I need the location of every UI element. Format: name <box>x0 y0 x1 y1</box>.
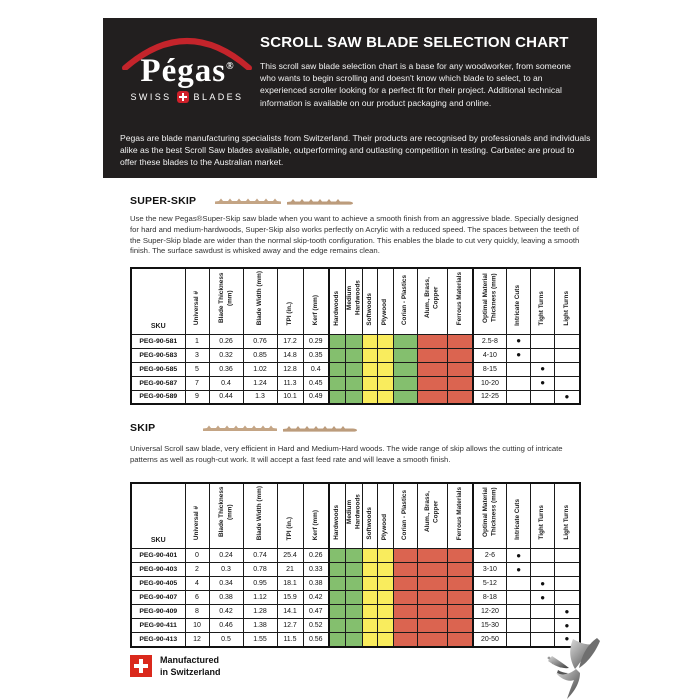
light-turns-mark <box>555 591 580 605</box>
sku-cell: PEG-90-403 <box>131 563 185 577</box>
material-cell-softwoods <box>363 362 378 376</box>
skip-blade-image <box>203 423 359 433</box>
column-header-plywood: Plywood <box>378 483 394 549</box>
material-cell-medium-hardwoods <box>345 619 363 633</box>
material-cell-medium-hardwoods <box>345 605 363 619</box>
column-header-sku: SKU <box>131 483 185 549</box>
material-cell-corian-plastics <box>394 362 418 376</box>
material-cell-plywood <box>378 334 394 348</box>
light-turns-mark <box>555 376 580 390</box>
spec-cell-universal: 5 <box>185 362 209 376</box>
column-header-alum-brass-copper: Alum., Brass, Copper <box>418 268 448 334</box>
material-cell-hardwoods <box>329 348 345 362</box>
pegasus-graphic <box>540 636 602 700</box>
spec-cell-blade-width-mm: 1.24 <box>243 376 277 390</box>
column-header-intricate-cuts: Intricate Cuts <box>507 268 531 334</box>
spec-cell-blade-thickness-mm: 0.34 <box>209 577 243 591</box>
material-cell-plywood <box>378 619 394 633</box>
sku-cell: PEG-90-581 <box>131 334 185 348</box>
light-turns-mark: ● <box>555 390 580 404</box>
material-cell-medium-hardwoods <box>345 591 363 605</box>
material-cell-alum-brass-copper <box>418 591 448 605</box>
material-cell-hardwoods <box>329 633 345 647</box>
table-row <box>131 390 580 404</box>
spec-cell-blade-width-mm: 0.85 <box>243 348 277 362</box>
column-header-light-turns: Light Turns <box>555 268 580 334</box>
sku-cell: PEG-90-401 <box>131 549 185 563</box>
tight-turns-mark: ● <box>531 362 555 376</box>
spec-cell-blade-width-mm: 1.38 <box>243 619 277 633</box>
sku-cell: PEG-90-409 <box>131 605 185 619</box>
material-cell-alum-brass-copper <box>418 563 448 577</box>
column-header-sku: SKU <box>131 268 185 334</box>
sku-cell: PEG-90-585 <box>131 362 185 376</box>
table-row <box>131 549 580 563</box>
material-cell-ferrous-materials <box>448 633 473 647</box>
material-cell-ferrous-materials <box>448 605 473 619</box>
material-cell-ferrous-materials <box>448 619 473 633</box>
spec-cell-blade-width-mm: 0.78 <box>243 563 277 577</box>
column-header-corian-plastics: Corian - Plastics <box>394 483 418 549</box>
material-cell-alum-brass-copper <box>418 334 448 348</box>
spec-cell-kerf-mm: 0.56 <box>303 633 329 647</box>
pegas-logo <box>117 26 257 103</box>
material-cell-medium-hardwoods <box>345 633 363 647</box>
brand-text: Pégas <box>140 53 227 89</box>
material-cell-alum-brass-copper <box>418 619 448 633</box>
table-row <box>131 334 580 348</box>
material-cell-softwoods <box>363 605 378 619</box>
section-description-super-skip: Use the new Pegas®Super-Skip saw blade when you want to achieve a smooth finish from an aggressive blade. Specially designed for hard and medium-hardwoods, Super-Skip also works perfectly on Acrylic with a reduced speed. The spaces between the teeth of the Super-Skip blade are wider than the normal skip-tooth configuration. This enables the blade to cut very quickly, leaving a smooth finish. The surface sawdust is whisked away and the edge remains clean. <box>130 214 580 256</box>
column-header-corian-plastics: Corian - Plastics <box>394 268 418 334</box>
light-turns-mark <box>555 563 580 577</box>
material-cell-ferrous-materials <box>448 577 473 591</box>
material-cell-medium-hardwoods <box>345 362 363 376</box>
spec-cell-blade-width-mm: 0.76 <box>243 334 277 348</box>
material-cell-hardwoods <box>329 591 345 605</box>
material-cell-medium-hardwoods <box>345 376 363 390</box>
intricate-cuts-mark <box>507 362 531 376</box>
table-row <box>131 605 580 619</box>
swiss-blades-tagline <box>117 91 257 103</box>
intricate-cuts-mark: ● <box>507 334 531 348</box>
material-cell-corian-plastics <box>394 549 418 563</box>
light-turns-mark <box>555 577 580 591</box>
sku-cell: PEG-90-589 <box>131 390 185 404</box>
material-cell-corian-plastics <box>394 633 418 647</box>
spec-cell-blade-width-mm: 1.3 <box>243 390 277 404</box>
material-cell-alum-brass-copper <box>418 362 448 376</box>
material-cell-softwoods <box>363 633 378 647</box>
optimal-thickness-cell: 20-50 <box>473 633 507 647</box>
material-cell-hardwoods <box>329 334 345 348</box>
spec-cell-tpi-in: 15.9 <box>277 591 303 605</box>
column-header-softwoods: Softwoods <box>363 268 378 334</box>
material-cell-corian-plastics <box>394 376 418 390</box>
intricate-cuts-mark: ● <box>507 549 531 563</box>
manufactured-line1: Manufactured <box>160 655 220 665</box>
tight-turns-mark: ● <box>531 591 555 605</box>
material-cell-ferrous-materials <box>448 348 473 362</box>
column-header-universal: Universal # <box>185 268 209 334</box>
column-header-optimal-material-thickness-mm: Optimal Material Thickness (mm) <box>473 483 507 549</box>
spec-cell-blade-thickness-mm: 0.32 <box>209 348 243 362</box>
column-header-plywood: Plywood <box>378 268 394 334</box>
material-cell-alum-brass-copper <box>418 549 448 563</box>
spec-cell-kerf-mm: 0.45 <box>303 376 329 390</box>
optimal-thickness-cell: 10-20 <box>473 376 507 390</box>
material-cell-softwoods <box>363 334 378 348</box>
table-row <box>131 591 580 605</box>
material-cell-hardwoods <box>329 549 345 563</box>
spec-cell-tpi-in: 21 <box>277 563 303 577</box>
spec-cell-tpi-in: 18.1 <box>277 577 303 591</box>
optimal-thickness-cell: 3-10 <box>473 563 507 577</box>
material-cell-alum-brass-copper <box>418 390 448 404</box>
spec-cell-kerf-mm: 0.35 <box>303 348 329 362</box>
light-turns-mark <box>555 549 580 563</box>
material-cell-plywood <box>378 390 394 404</box>
material-cell-corian-plastics <box>394 619 418 633</box>
about-text: Pegas are blade manufacturing specialists from Switzerland. Their products are recognised by professionals and individuals alike as the best Scroll Saw blades available, outperforming and outlasting competition in testing. Carbatec are proud to offer these blades to the Australian market. <box>120 133 591 168</box>
spec-cell-blade-width-mm: 1.28 <box>243 605 277 619</box>
tight-turns-mark <box>531 563 555 577</box>
spec-cell-tpi-in: 25.4 <box>277 549 303 563</box>
tight-turns-mark <box>531 605 555 619</box>
material-cell-softwoods <box>363 591 378 605</box>
logo-swiss-text: SWISS <box>130 92 172 102</box>
intricate-cuts-mark <box>507 577 531 591</box>
material-cell-plywood <box>378 577 394 591</box>
column-header-optimal-material-thickness-mm: Optimal Material Thickness (mm) <box>473 268 507 334</box>
column-header-tpi-in: TPI (in.) <box>277 268 303 334</box>
spec-cell-universal: 0 <box>185 549 209 563</box>
material-cell-plywood <box>378 633 394 647</box>
material-cell-plywood <box>378 605 394 619</box>
column-header-kerf-mm: Kerf (mm) <box>303 268 329 334</box>
material-cell-hardwoods <box>329 390 345 404</box>
sku-cell: PEG-90-587 <box>131 376 185 390</box>
tight-turns-mark <box>531 619 555 633</box>
table-row <box>131 362 580 376</box>
tight-turns-mark <box>531 549 555 563</box>
spec-cell-blade-width-mm: 1.02 <box>243 362 277 376</box>
column-header-hardwoods: Hardwoods <box>329 483 345 549</box>
spec-cell-tpi-in: 11.3 <box>277 376 303 390</box>
spec-cell-tpi-in: 12.8 <box>277 362 303 376</box>
column-header-ferrous-materials: Ferrous Materials <box>448 483 473 549</box>
spec-cell-kerf-mm: 0.33 <box>303 563 329 577</box>
column-header-hardwoods: Hardwoods <box>329 268 345 334</box>
tight-turns-mark <box>531 390 555 404</box>
tight-turns-mark: ● <box>531 376 555 390</box>
material-cell-softwoods <box>363 348 378 362</box>
optimal-thickness-cell: 15-30 <box>473 619 507 633</box>
manufactured-text <box>160 654 221 678</box>
spec-cell-blade-thickness-mm: 0.24 <box>209 549 243 563</box>
material-cell-hardwoods <box>329 605 345 619</box>
header-banner <box>103 18 597 178</box>
spec-cell-tpi-in: 14.8 <box>277 348 303 362</box>
spec-cell-universal: 1 <box>185 334 209 348</box>
spec-cell-blade-thickness-mm: 0.26 <box>209 334 243 348</box>
material-cell-plywood <box>378 348 394 362</box>
spec-cell-blade-thickness-mm: 0.5 <box>209 633 243 647</box>
intricate-cuts-mark <box>507 376 531 390</box>
swiss-flag-icon <box>130 655 152 677</box>
column-header-medium-hardwoods: Medium Hardwoods <box>345 268 363 334</box>
material-cell-hardwoods <box>329 563 345 577</box>
material-cell-corian-plastics <box>394 348 418 362</box>
material-cell-softwoods <box>363 619 378 633</box>
column-header-blade-width-mm: Blade Width (mm) <box>243 483 277 549</box>
light-turns-mark <box>555 334 580 348</box>
optimal-thickness-cell: 4-10 <box>473 348 507 362</box>
spec-cell-kerf-mm: 0.42 <box>303 591 329 605</box>
table-row <box>131 619 580 633</box>
spec-cell-universal: 10 <box>185 619 209 633</box>
material-cell-hardwoods <box>329 376 345 390</box>
spec-cell-kerf-mm: 0.49 <box>303 390 329 404</box>
material-cell-ferrous-materials <box>448 362 473 376</box>
swiss-cross-icon <box>177 91 189 103</box>
light-turns-mark <box>555 348 580 362</box>
optimal-thickness-cell: 8-18 <box>473 591 507 605</box>
column-header-medium-hardwoods: Medium Hardwoods <box>345 483 363 549</box>
sku-cell: PEG-90-405 <box>131 577 185 591</box>
section-description-skip: Universal Scroll saw blade, very efficient in Hard and Medium-Hard woods. The wide range of skip allows the cutting of intricate patterns as well as rough-cut work. It will accept a fast feed rate and will leave a smooth finish. <box>130 444 563 464</box>
material-cell-ferrous-materials <box>448 376 473 390</box>
column-header-tight-turns: Tight Turns <box>531 483 555 549</box>
spec-cell-universal: 7 <box>185 376 209 390</box>
section-heading-skip: SKIP <box>130 422 156 434</box>
registered-mark: ® <box>226 61 234 72</box>
spec-cell-blade-thickness-mm: 0.42 <box>209 605 243 619</box>
material-cell-medium-hardwoods <box>345 577 363 591</box>
spec-cell-blade-thickness-mm: 0.4 <box>209 376 243 390</box>
material-cell-alum-brass-copper <box>418 376 448 390</box>
material-cell-medium-hardwoods <box>345 390 363 404</box>
intricate-cuts-mark <box>507 591 531 605</box>
spec-cell-tpi-in: 10.1 <box>277 390 303 404</box>
material-cell-softwoods <box>363 390 378 404</box>
material-cell-plywood <box>378 376 394 390</box>
tight-turns-mark <box>531 334 555 348</box>
optimal-thickness-cell: 12-20 <box>473 605 507 619</box>
optimal-thickness-cell: 2-6 <box>473 549 507 563</box>
light-turns-mark: ● <box>555 633 580 647</box>
spec-cell-tpi-in: 11.5 <box>277 633 303 647</box>
column-header-blade-thickness-mm: Blade Thickness (mm) <box>209 483 243 549</box>
material-cell-medium-hardwoods <box>345 334 363 348</box>
sku-cell: PEG-90-583 <box>131 348 185 362</box>
column-header-tight-turns: Tight Turns <box>531 268 555 334</box>
optimal-thickness-cell: 5-12 <box>473 577 507 591</box>
intricate-cuts-mark <box>507 633 531 647</box>
material-cell-corian-plastics <box>394 390 418 404</box>
table-row <box>131 348 580 362</box>
column-header-kerf-mm: Kerf (mm) <box>303 483 329 549</box>
manufactured-line2: in Switzerland <box>160 667 221 678</box>
light-turns-mark: ● <box>555 619 580 633</box>
spec-cell-universal: 9 <box>185 390 209 404</box>
material-cell-alum-brass-copper <box>418 605 448 619</box>
skip-table <box>130 482 581 648</box>
spec-cell-blade-thickness-mm: 0.36 <box>209 362 243 376</box>
spec-cell-blade-thickness-mm: 0.44 <box>209 390 243 404</box>
tight-turns-mark <box>531 348 555 362</box>
spec-cell-universal: 2 <box>185 563 209 577</box>
material-cell-corian-plastics <box>394 591 418 605</box>
material-cell-softwoods <box>363 577 378 591</box>
intricate-cuts-mark <box>507 605 531 619</box>
optimal-thickness-cell: 2.5-8 <box>473 334 507 348</box>
spec-cell-universal: 6 <box>185 591 209 605</box>
spec-cell-universal: 12 <box>185 633 209 647</box>
optimal-thickness-cell: 8-15 <box>473 362 507 376</box>
material-cell-corian-plastics <box>394 577 418 591</box>
table-row <box>131 376 580 390</box>
material-cell-medium-hardwoods <box>345 348 363 362</box>
table-row <box>131 633 580 647</box>
intricate-cuts-mark <box>507 390 531 404</box>
material-cell-alum-brass-copper <box>418 577 448 591</box>
column-header-intricate-cuts: Intricate Cuts <box>507 483 531 549</box>
material-cell-medium-hardwoods <box>345 563 363 577</box>
column-header-softwoods: Softwoods <box>363 483 378 549</box>
column-header-blade-width-mm: Blade Width (mm) <box>243 268 277 334</box>
spec-cell-blade-thickness-mm: 0.38 <box>209 591 243 605</box>
table-row <box>131 563 580 577</box>
tight-turns-mark: ● <box>531 577 555 591</box>
spec-cell-kerf-mm: 0.38 <box>303 577 329 591</box>
spec-cell-blade-thickness-mm: 0.46 <box>209 619 243 633</box>
column-header-light-turns: Light Turns <box>555 483 580 549</box>
light-turns-mark <box>555 362 580 376</box>
column-header-blade-thickness-mm: Blade Thickness (mm) <box>209 268 243 334</box>
material-cell-ferrous-materials <box>448 563 473 577</box>
sku-cell: PEG-90-411 <box>131 619 185 633</box>
spec-cell-universal: 3 <box>185 348 209 362</box>
material-cell-medium-hardwoods <box>345 549 363 563</box>
material-cell-plywood <box>378 549 394 563</box>
material-cell-softwoods <box>363 376 378 390</box>
spec-cell-tpi-in: 12.7 <box>277 619 303 633</box>
super-skip-table <box>130 267 581 405</box>
material-cell-alum-brass-copper <box>418 633 448 647</box>
spec-cell-blade-width-mm: 0.95 <box>243 577 277 591</box>
sku-cell: PEG-90-407 <box>131 591 185 605</box>
spec-cell-blade-width-mm: 1.12 <box>243 591 277 605</box>
intricate-cuts-mark <box>507 619 531 633</box>
spec-cell-kerf-mm: 0.29 <box>303 334 329 348</box>
page-title: SCROLL SAW BLADE SELECTION CHART <box>260 34 569 51</box>
material-cell-hardwoods <box>329 577 345 591</box>
material-cell-plywood <box>378 563 394 577</box>
spec-cell-kerf-mm: 0.4 <box>303 362 329 376</box>
material-cell-plywood <box>378 591 394 605</box>
spec-cell-blade-width-mm: 0.74 <box>243 549 277 563</box>
material-cell-corian-plastics <box>394 563 418 577</box>
material-cell-ferrous-materials <box>448 334 473 348</box>
material-cell-hardwoods <box>329 362 345 376</box>
column-header-tpi-in: TPI (in.) <box>277 483 303 549</box>
spec-cell-universal: 8 <box>185 605 209 619</box>
intro-text: This scroll saw blade selection chart is a base for any woodworker, from someone who wants to begin scrolling and doesn't know which blade to select, to an experienced scroller looking for a perfect fit for their project. Additional technical information is available on our product packaging and online. <box>260 61 571 108</box>
column-header-ferrous-materials: Ferrous Materials <box>448 268 473 334</box>
spec-cell-tpi-in: 14.1 <box>277 605 303 619</box>
table-row <box>131 577 580 591</box>
spec-cell-universal: 4 <box>185 577 209 591</box>
spec-cell-blade-thickness-mm: 0.3 <box>209 563 243 577</box>
logo-blades-text: BLADES <box>193 92 244 102</box>
intricate-cuts-mark: ● <box>507 348 531 362</box>
material-cell-alum-brass-copper <box>418 348 448 362</box>
material-cell-softwoods <box>363 549 378 563</box>
spec-cell-tpi-in: 17.2 <box>277 334 303 348</box>
spec-cell-kerf-mm: 0.52 <box>303 619 329 633</box>
section-heading-super-skip: SUPER-SKIP <box>130 195 197 207</box>
material-cell-ferrous-materials <box>448 390 473 404</box>
material-cell-corian-plastics <box>394 334 418 348</box>
column-header-universal: Universal # <box>185 483 209 549</box>
light-turns-mark: ● <box>555 605 580 619</box>
column-header-alum-brass-copper: Alum., Brass, Copper <box>418 483 448 549</box>
spec-cell-kerf-mm: 0.26 <box>303 549 329 563</box>
intricate-cuts-mark: ● <box>507 563 531 577</box>
material-cell-plywood <box>378 362 394 376</box>
super-skip-blade-image <box>215 196 355 206</box>
material-cell-softwoods <box>363 563 378 577</box>
spec-cell-blade-width-mm: 1.55 <box>243 633 277 647</box>
sku-cell: PEG-90-413 <box>131 633 185 647</box>
material-cell-ferrous-materials <box>448 591 473 605</box>
material-cell-ferrous-materials <box>448 549 473 563</box>
material-cell-corian-plastics <box>394 605 418 619</box>
material-cell-hardwoods <box>329 619 345 633</box>
optimal-thickness-cell: 12-25 <box>473 390 507 404</box>
spec-cell-kerf-mm: 0.47 <box>303 605 329 619</box>
